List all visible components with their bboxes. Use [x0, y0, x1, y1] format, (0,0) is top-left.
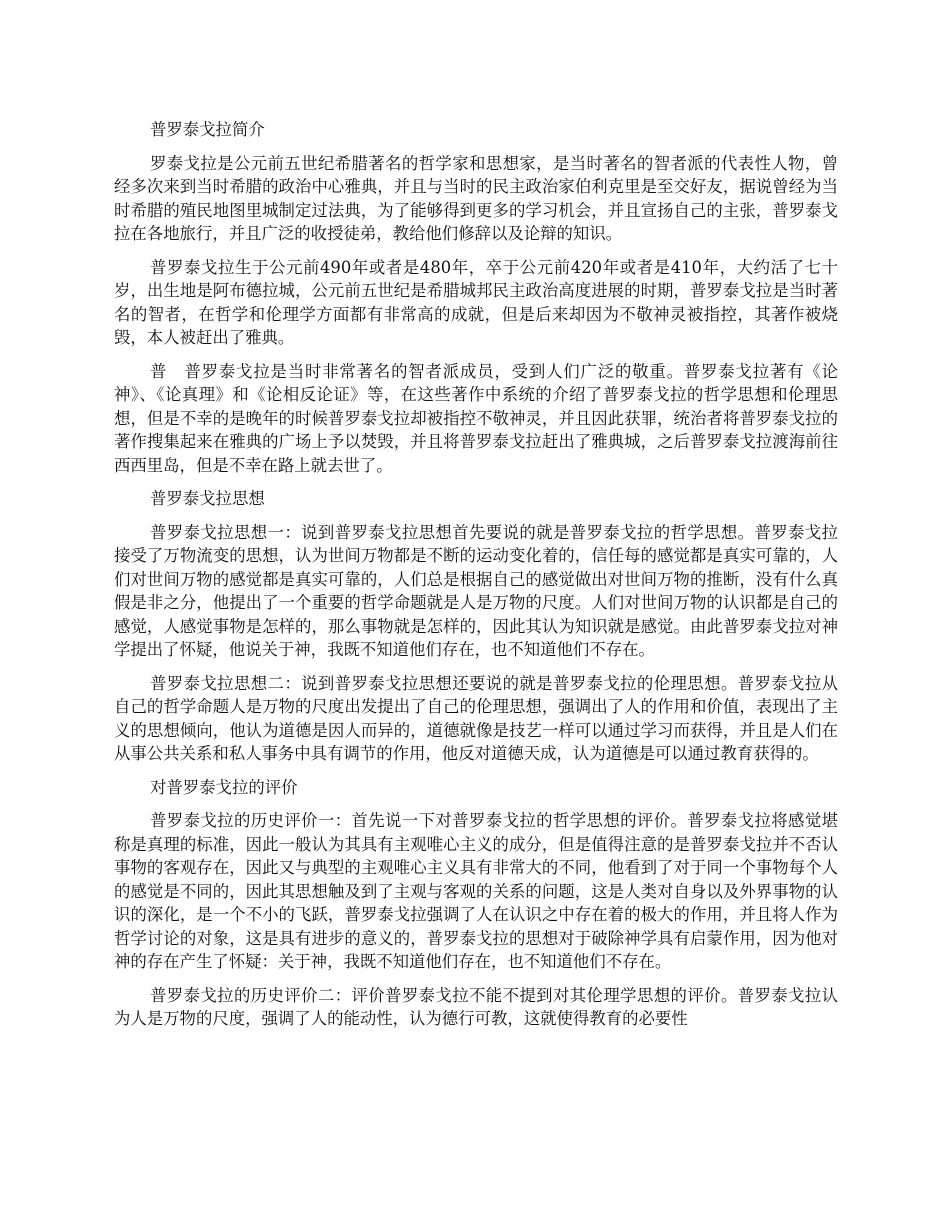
section-heading-thought: 普罗泰戈拉思想 — [150, 489, 265, 508]
paragraph: 普罗泰戈拉思想一：说到普罗泰戈拉思想首先要说的就是普罗泰戈拉的哲学思想。普罗泰戈拉接受了万物流变的思想，认为世间万物都是不断的运动变化着的，信任每的感觉都是真实可靠的，人们对世间万物的感觉都是真实可靠的，人们总是根据自己的感觉做出对世间万物的推断，没有什么真假是非之分，他提出了一个重要的哲学命题就是人是万物的尺度。人们对世间万物的认识都是自己的感觉，人感觉事物是怎样的，那么事物就是怎样的，因此其认为知识就是感觉。由此普罗泰戈拉对神学提出了怀疑，他说关于神，我既不知道他们存在，也不知道他们不存在。 — [114, 522, 838, 659]
paragraph: 罗泰戈拉是公元前五世纪希腊著名的哲学家和思想家，是当时著名的智者派的代表性人物，曾经多次来到当时希腊的政治中心雅典，并且与当时的民主政治家伯利克里是至交好友，据说曾经为当时希腊的殖民地图里城制定过法典，为了能够得到更多的学习机会，并且宣扬自己的主张，普罗泰戈拉在各地旅行，并且广泛的收授徒弟，教给他们修辞以及论辩的知识。 — [114, 153, 838, 243]
paragraph: 普 普罗泰戈拉是当时非常著名的智者派成员，受到人们广泛的敬重。普罗泰戈拉著有《论神》、《论真理》和《论相反论证》等，在这些著作中系统的介绍了普罗泰戈拉的哲学思想和伦理思想，但是不幸的是晚年的时候普罗泰戈拉却被指控不敬神灵，并且因此获罪，统治者将普罗泰戈拉的著作搜集起来在雅典的广场上予以焚毁，并且将普罗泰戈拉赶出了雅典城，之后普罗泰戈拉渡海前往西西里岛，但是不幸在路上就去世了。 — [114, 361, 838, 475]
section-heading-evaluation: 对普罗泰戈拉的评价 — [150, 777, 298, 797]
document-page — [114, 118, 838, 1041]
paragraph: 普罗泰戈拉的历史评价二：评价普罗泰戈拉不能不提到对其伦理学思想的评价。普罗泰戈拉认为人是万物的尺度，强调了人的能动性，认为德行可教，这就使得教育的必要性 — [114, 985, 838, 1028]
paragraph: 普罗泰戈拉思想二：说到普罗泰戈拉思想还要说的就是普罗泰戈拉的伦理思想。普罗泰戈拉从自己的哲学命题人是万物的尺度出发提出了自己的伦理思想，强调出了人的作用和价值，表现出了主义的思想倾向，他认为道德是因人而异的，道德就像是技艺一样可以通过学习而获得，并且是人们在从事公共关系和私人事务中具有调节的作用，他反对道德天成，认为道德是可以通过教育获得的。 — [114, 673, 838, 763]
paragraph: 普罗泰戈拉生于公元前490年或者是480年，卒于公元前420年或者是410年，大约活了七十岁，出生地是阿布德拉城，公元前五世纪是希腊城邦民主政治高度进展的时期，普罗泰戈拉是当时著名的智者，在哲学和伦理学方面都有非常高的成就，但是后来却因为不敬神灵被指控，其著作被烧毁，本人被赶出了雅典。 — [114, 257, 838, 347]
paragraph: 普罗泰戈拉的历史评价一：首先说一下对普罗泰戈拉的哲学思想的评价。普罗泰戈拉将感觉堪称是真理的标准，因此一般认为其具有主观唯心主义的成分，但是值得注意的是普罗泰戈拉并不否认事物的客观存在，因此又与典型的主观唯心主义具有非常大的不同，他看到了对于同一个事物每个人的感觉是不同的，因此其思想触及到了主观与客观的关系的问题，这是人类对自身以及外界事物的认识的深化，是一个不小的飞跃，普罗泰戈拉强调了人在认识之中存在着的极大的作用，并且将人作为哲学讨论的对象，这是具有进步的意义的，普罗泰戈拉的思想对于破除神学具有启蒙作用，因为他对神的存在产生了怀疑：关于神，我既不知道他们存在，也不知道他们不存在。 — [114, 811, 838, 971]
section-heading-intro: 普罗泰戈拉简介 — [150, 120, 265, 139]
